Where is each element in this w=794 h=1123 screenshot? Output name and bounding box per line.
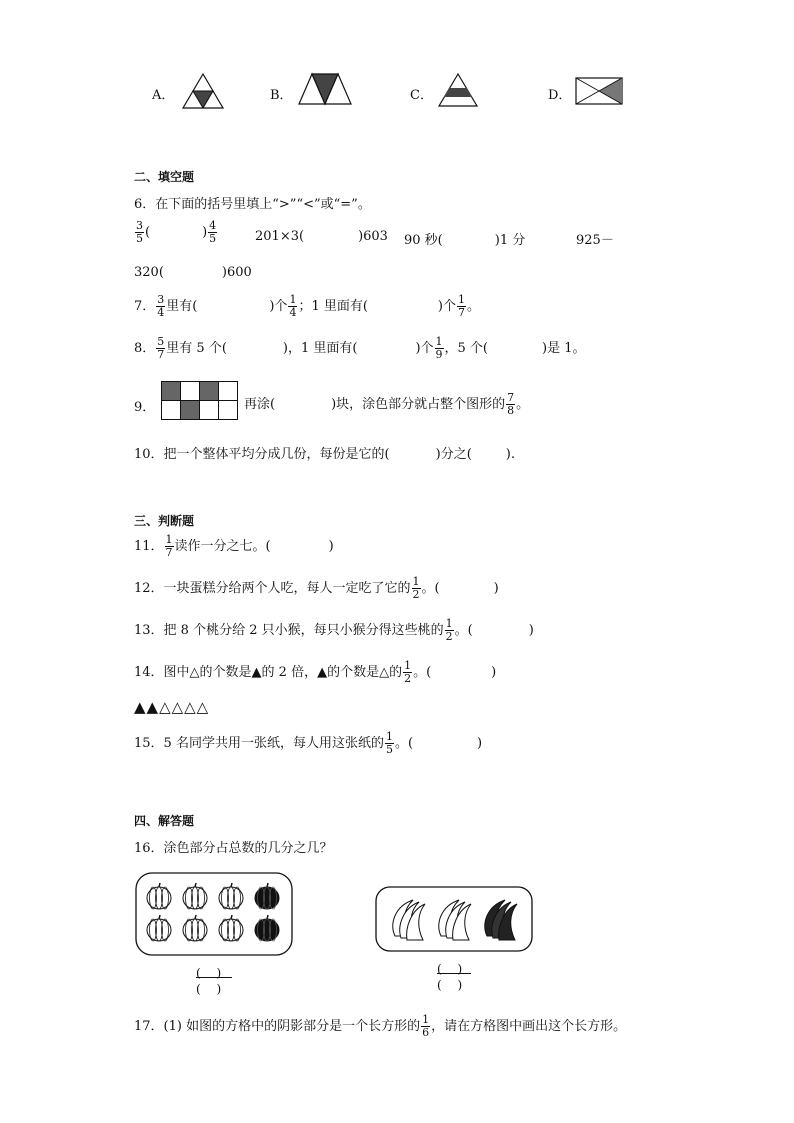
banana-box-figure bbox=[375, 886, 533, 952]
fraction: $\frac{1}{6}$ bbox=[422, 1013, 430, 1039]
fraction: $\frac{3}{5}$ bbox=[136, 219, 143, 245]
section-heading-solve: 四、解答题 bbox=[134, 814, 195, 828]
fraction: $\frac{3}{4}$ bbox=[157, 293, 165, 319]
section-heading-judge: 三、判断题 bbox=[134, 514, 195, 528]
fraction: $\frac{7}{8}$ bbox=[507, 391, 515, 417]
fraction: $\frac{1}{2}$ bbox=[445, 617, 453, 643]
option-d-label: D． bbox=[548, 88, 572, 103]
fraction-bar bbox=[437, 973, 471, 974]
q8: 8． $\frac{5}{7}$ 里有 5 个( )，1 里面有( )个 $\frac{1}{9}$ ，5 个( )是 1。 bbox=[134, 335, 586, 361]
fraction: $\frac{1}{4}$ bbox=[289, 293, 297, 319]
q16-answer-right-numerator[interactable]: ( ) bbox=[437, 962, 463, 976]
fraction: $\frac{4}{5}$ bbox=[209, 219, 217, 245]
option-b-label: B． bbox=[270, 88, 293, 103]
fraction: $\frac{1}{2}$ bbox=[412, 575, 420, 601]
fraction: $\frac{1}{5}$ bbox=[385, 730, 393, 756]
q12: 12．一块蛋糕分给两个人吃，每人一定吃了它的 $\frac{1}{2}$ 。( ) bbox=[134, 575, 499, 601]
q17: 17．(1) 如图的方格中的阴影部分是一个长方形的 $\frac{1}{6}$ ，请在方格图中画出这个长方形。 bbox=[134, 1013, 627, 1039]
option-b-figure bbox=[298, 73, 352, 105]
q7: 7． $\frac{3}{4}$ 里有( )个 $\frac{1}{4}$ ；1 里面有( )个 $\frac{1}{7}$ 。 bbox=[134, 293, 481, 319]
pumpkin-box-figure bbox=[135, 872, 293, 956]
option-d-figure bbox=[575, 77, 623, 105]
q9-text: 再涂( )块，涂色部分就占整个图形的 $\frac{7}{8}$ 。 bbox=[244, 391, 530, 417]
q13: 13．把 8 个桃分给 2 只小猴，每只小猴分得这些桃的 $\frac{1}{2}$ 。( ) bbox=[134, 617, 534, 643]
option-c-label: C． bbox=[410, 88, 433, 103]
q11: 11． $\frac{1}{7}$ 读作一分之七。( ) bbox=[134, 533, 334, 559]
q10: 10．把一个整体平均分成几份，每份是它的( )分之( ). bbox=[134, 447, 515, 462]
fraction: $\frac{1}{2}$ bbox=[404, 659, 412, 685]
fraction: $\frac{1}{7}$ bbox=[458, 293, 465, 319]
fraction: $\frac{5}{7}$ bbox=[157, 335, 165, 361]
q9-number: 9． bbox=[134, 400, 156, 415]
q6-line1 bbox=[134, 220, 218, 245]
q6-prompt: 6．在下面的括号里填上“>”“<”或“=”。 bbox=[134, 197, 371, 212]
q16-answer-left-denominator[interactable]: ( ) bbox=[196, 982, 222, 996]
q16-answer-right-denominator[interactable]: ( ) bbox=[437, 978, 463, 992]
q6-expr4-cont: 320( )600 bbox=[134, 265, 252, 280]
fraction: $\frac{1}{7}$ bbox=[165, 533, 173, 559]
fraction: $\frac{1}{9}$ bbox=[435, 335, 443, 361]
q6-expr3: 90 秒( )1 分 bbox=[404, 233, 526, 248]
option-a-figure bbox=[182, 73, 224, 109]
q15: 15．5 名同学共用一张纸，每人用这张纸的 $\frac{1}{5}$ 。( ) bbox=[134, 730, 483, 756]
q16-prompt: 16．涂色部分占总数的几分之几？ bbox=[134, 841, 333, 856]
q6-expr4: 925－ bbox=[576, 233, 614, 248]
answer-blank[interactable]: ( ) bbox=[145, 225, 208, 240]
q14-triangles-figure: ▲▲△△△△ bbox=[134, 698, 210, 716]
q14: 14．图中△的个数是▲的 2 倍，▲的个数是△的 $\frac{1}{2}$ 。( ) bbox=[134, 659, 497, 685]
q9-grid-figure bbox=[161, 381, 239, 421]
q16-answer-left-numerator[interactable]: ( ) bbox=[196, 966, 222, 980]
section-heading-fill-blank: 二、填空题 bbox=[134, 170, 195, 184]
option-c-figure bbox=[438, 73, 478, 107]
option-a-label: A． bbox=[152, 88, 175, 103]
fraction-bar bbox=[196, 977, 232, 978]
q6-expr2: 201×3( )603 bbox=[255, 229, 388, 244]
